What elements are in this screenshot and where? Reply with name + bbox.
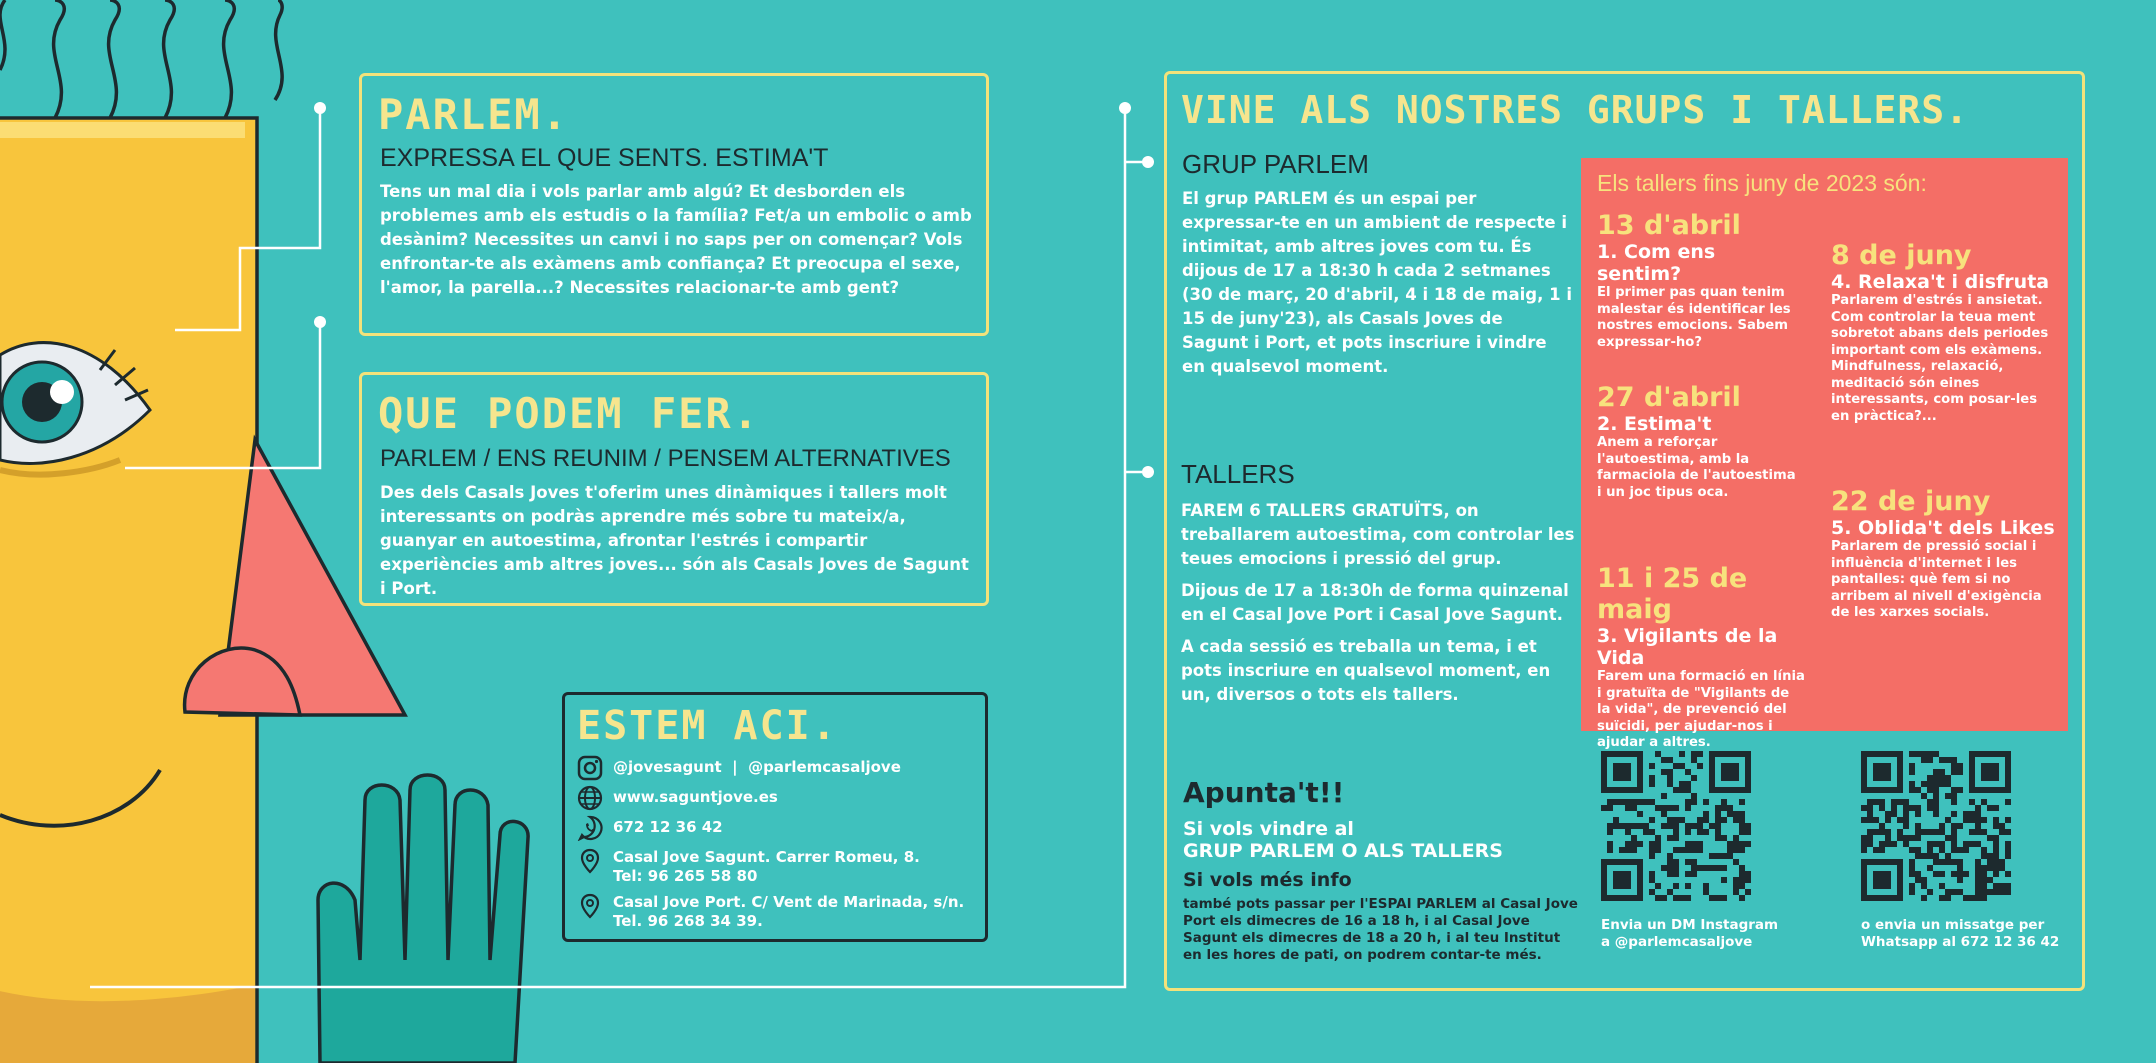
contact-phone: [577, 815, 723, 841]
tallers-paragraph-1: FAREM 6 TALLERS GRATUÏTS, on treballarem autoestima, com controlar les teues emocions i pressió del grup.: [1181, 501, 1575, 568]
globe-icon: [577, 785, 603, 811]
whatsapp-icon: [577, 815, 603, 841]
vine-title: VINE ALS NOSTRES GRUPS I TALLERS.: [1181, 88, 1969, 132]
que-podem-title: QUE PODEM FER.: [378, 389, 761, 438]
parlem-panel: [359, 73, 989, 336]
tallers-paragraph-3: A cada sessió es treballa un tema, i et pots inscriure en qualsevol moment, en un, diversos o tots els tallers.: [1181, 637, 1551, 704]
taller-item-5: 22 de juny 5. Oblida't dels Likes Parlarem de pressió social i influència d'internet i les pantalles: què fem si no arribem al nivell d'exigència de les xarxes socials.: [1831, 486, 2055, 620]
mes-info-heading: Si vols més info: [1183, 869, 1352, 891]
address-sagunt-text: Casal Jove Sagunt. Carrer Romeu, 8. Tel: 96 265 58 80: [613, 848, 920, 885]
instagram-qr-code[interactable]: [1601, 751, 1751, 901]
contact-address-sagunt: [577, 848, 920, 886]
contact-web-link[interactable]: www.saguntjove.es: [613, 788, 778, 806]
taller-item-4: 8 de juny 4. Relaxa't i disfruta Parlarem d'estrés i ansietat. Com controlar la teua ment sobretot abans dels periodes important com els exàmens. Mindfulness, relaxació, meditació són eines interessants, com posar-les en pràctica?...: [1831, 240, 2050, 424]
que-podem-body: Des dels Casals Joves t'oferim unes dinàmiques i tallers molt interessants on podràs aprendre més sobre tu mateix/a, guanyar en autoestima, afrontar l'estrés i compartir experiències amb altres joves... són als Casals Joves de Sagunt i Port.: [380, 483, 969, 598]
whatsapp-qr-code[interactable]: [1861, 751, 2011, 901]
tallers-box-heading: Els tallers fins juny de 2023 són:: [1597, 170, 1927, 196]
location-pin-icon: [577, 848, 603, 874]
contact-social: [577, 755, 901, 781]
grup-parlem-heading: GRUP PARLEM: [1182, 149, 1369, 179]
taller-item-1: 13 d'abril 1. Com ens sentim? El primer pas quan tenim malestar és identificar les nostres emocions. Sabem expressar-ho?: [1597, 210, 1791, 350]
apunta-title: Apunta't!!: [1183, 776, 1345, 809]
contact-web: [577, 785, 778, 811]
address-port-text: Casal Jove Port. C/ Vent de Marinada, s/n. Tel. 96 268 34 39.: [613, 893, 965, 930]
tallers-heading: TALLERS: [1181, 459, 1295, 489]
vine-panel: [1164, 71, 2085, 991]
tallers-text: [1181, 499, 1581, 707]
instagram-icon: [577, 755, 603, 781]
qr-whatsapp-caption: o envia un missatge per Whatsapp al 672 12 36 42: [1861, 917, 2060, 950]
qr-instagram-caption: Envia un DM Instagram a @parlemcasaljove: [1601, 917, 1779, 950]
location-pin-icon: [577, 893, 603, 919]
parlem-title: PARLEM.: [378, 90, 570, 139]
contact-social-text[interactable]: @jovesagunt | @parlemcasaljove: [613, 758, 901, 776]
mes-info-body: també pots passar per l'ESPAI PARLEM al Casal Jove Port els dimecres de 16 a 18 h, i al Casal Jove Sagunt els dimecres de 18 a 20 h, i al teu Institut en les hores de pati, on podrem contar-te més.: [1183, 896, 1578, 963]
contact-phone-text[interactable]: 672 12 36 42: [613, 818, 723, 836]
taller-item-3: 11 i 25 de maig 3. Vigilants de la Vida Farem una formació en línia i gratuïta de "Vigilants de la vida", de prevenció del suïcidi, per ajudar-nos i ajudar a altres.: [1597, 563, 1805, 750]
estem-panel: [562, 692, 988, 942]
grup-parlem-body: El grup PARLEM és un espai per expressar-te en un ambient de respecte i intimitat, amb altres joves com tu. És dijous de 17 a 18:30 h cada 2 setmanes (30 de març, 20 d'abril, 4 i 18 de maig, 1 i 15 de juny'23), als Casals Joves de Sagunt i Port, et pots inscriure i vindre en qualsevol moment.: [1182, 189, 1572, 376]
estem-title: ESTEM ACI.: [577, 703, 838, 749]
que-podem-panel: [359, 372, 989, 606]
tallers-paragraph-2: Dijous de 17 a 18:30h de forma quinzenal en el Casal Jove Port i Casal Jove Sagunt.: [1181, 581, 1569, 624]
taller-item-2: 27 d'abril 2. Estima't Anem a reforçar l'autoestima, amb la farmaciola de l'autoestima i un joc tipus oca.: [1597, 382, 1796, 500]
tallers-schedule-box: [1581, 158, 2068, 750]
contact-address-port: [577, 893, 964, 931]
parlem-subtitle: EXPRESSA EL QUE SENTS. ESTIMA'T: [380, 144, 829, 172]
parlem-body: Tens un mal dia i vols parlar amb algú? Et desborden els problemes amb els estudis o la família? Fet/a un embolic o amb desànim? Necessites un canvi i no saps per on començar? Vols enfrontar-te als exàmens amb confiança? Et preocupa el sexe, l'amor, la parella...? Necessites relacionar-te amb gent?: [380, 182, 972, 297]
que-podem-subtitle: PARLEM / ENS REUNIM / PENSEM ALTERNATIVES: [380, 445, 951, 472]
apunta-subtitle: Si vols vindre al GRUP PARLEM O ALS TALLERS: [1183, 818, 1503, 862]
